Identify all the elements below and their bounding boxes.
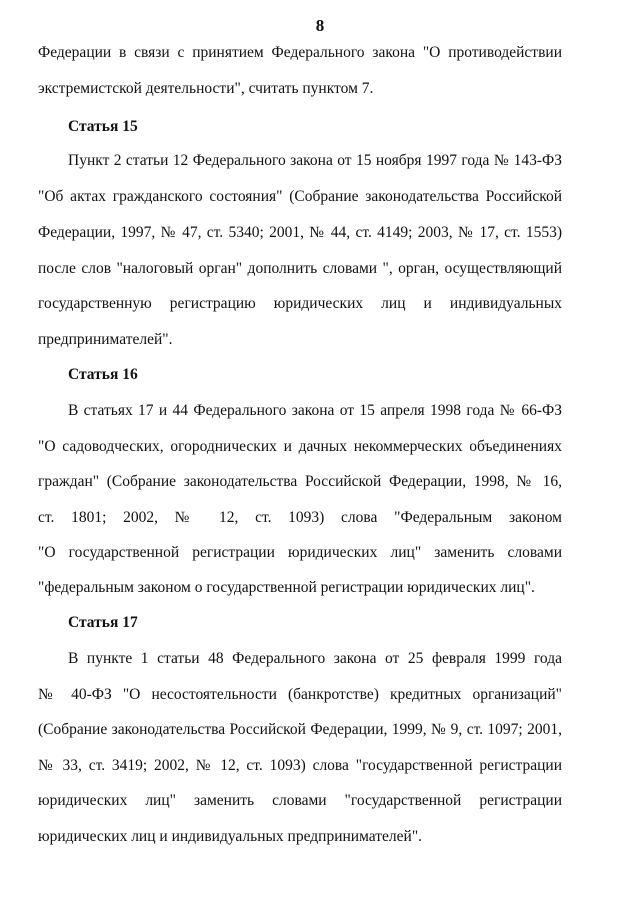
text-line: В статьях 17 и 44 Федерального закона от 15 апреля 1998 года № 66-ФЗ [68,402,562,419]
text-line: Пункт 2 статьи 12 Федерального закона от 15 ноября 1997 года № 143-ФЗ [68,152,562,169]
text-line: граждан" (Собрание законодательства Российской Федерации, 1998, № 16, [38,473,562,490]
text-line: экстремистской деятельности", считать пунктом 7. [38,80,374,97]
text-line: "О садоводческих, огороднических и дачных некоммерческих объединениях [38,438,562,455]
article-heading: Статья 17 [68,614,138,631]
text-line: № 40-ФЗ "О несостоятельности (банкротстве) кредитных организаций" [38,686,562,703]
text-line: № 33, ст. 3419; 2002, № 12, ст. 1093) слова "государственной регистрации [38,757,562,774]
text-line: юридических лиц и индивидуальных предпринимателей". [38,828,423,845]
text-line: государственную регистрацию юридических лиц и индивидуальных [38,295,562,312]
text-line: В пункте 1 статьи 48 Федерального закона от 25 февраля 1999 года [68,650,562,667]
text-line: ст. 1801; 2002, № 12, ст. 1093) слова "Федеральным законом [38,509,562,526]
text-line: Федерации в связи с принятием Федерального закона "О противодействии [38,44,562,61]
text-line: после слов "налоговый орган" дополнить словами ", орган, осуществляющий [38,260,562,277]
text-line: "О государственной регистрации юридических лиц" заменить словами [38,544,562,561]
page-number: 8 [315,16,325,35]
article-heading: Статья 16 [68,366,138,383]
article-heading: Статья 15 [68,118,138,135]
text-line: предпринимателей". [38,331,173,348]
text-line: (Собрание законодательства Российской Федерации, 1999, № 9, ст. 1097; 2001, [38,721,562,738]
text-line: Федерации, 1997, № 47, ст. 5340; 2001, № 44, ст. 4149; 2003, № 17, ст. 1553) [38,224,562,241]
text-line: "Об актах гражданского состояния" (Собрание законодательства Российской [38,188,562,205]
text-line: "федеральным законом о государственной регистрации юридических лиц". [38,579,535,596]
text-line: юридических лиц" заменить словами "государственной регистрации [38,792,562,809]
